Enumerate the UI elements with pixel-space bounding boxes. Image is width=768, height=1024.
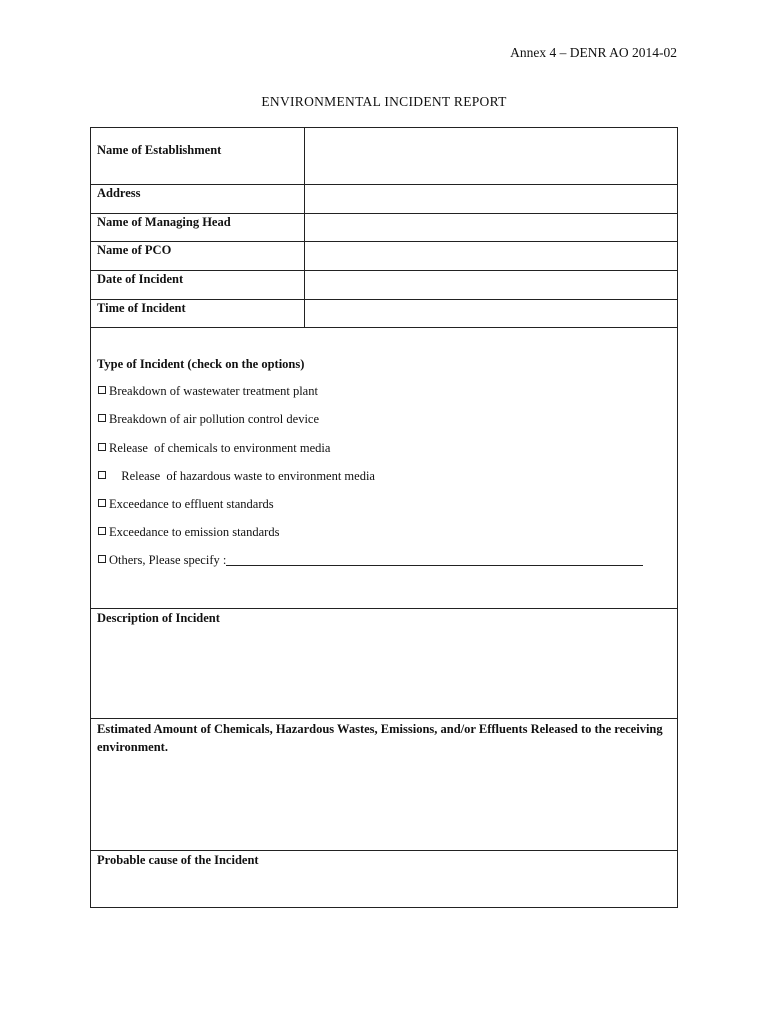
description-label: Description of Incident [97, 611, 220, 625]
checkbox[interactable] [98, 499, 106, 507]
field-row-pco [91, 242, 677, 271]
option-emission-exceedance[interactable]: Exceedance to emission standards [98, 525, 279, 540]
field-input-managing-head[interactable] [305, 214, 677, 241]
incident-type-section [91, 328, 677, 609]
probable-cause-section[interactable] [91, 851, 677, 907]
annex-reference: Annex 4 – DENR AO 2014-02 [510, 45, 677, 60]
field-label-time: Time of Incident [97, 301, 186, 315]
field-label-date: Date of Incident [97, 272, 184, 286]
estimated-amount-section[interactable] [91, 719, 677, 851]
field-row-date [91, 271, 677, 300]
field-label-establishment: Name of Establishment [97, 143, 222, 157]
field-row-managing-head [91, 214, 677, 242]
checkbox[interactable] [98, 443, 106, 451]
option-chemicals-release[interactable]: Release of chemicals to environment media [98, 441, 330, 456]
page-title: ENVIRONMENTAL INCIDENT REPORT [261, 94, 507, 109]
incident-type-title: Type of Incident (check on the options) [97, 357, 305, 371]
probable-cause-label: Probable cause of the Incident [97, 853, 259, 867]
field-input-date[interactable] [305, 271, 677, 299]
field-input-pco[interactable] [305, 242, 677, 270]
incident-report-form [90, 127, 678, 908]
option-air-pollution[interactable]: Breakdown of air pollution control device [98, 412, 319, 427]
description-section[interactable] [91, 609, 677, 719]
field-row-time [91, 300, 677, 328]
others-specify-input[interactable] [226, 553, 643, 566]
field-label-address: Address [97, 186, 141, 200]
checkbox[interactable] [98, 471, 106, 479]
checkbox[interactable] [98, 527, 106, 535]
field-label-pco: Name of PCO [97, 243, 172, 257]
option-hazardous-waste-release[interactable]: Release of hazardous waste to environment media [98, 469, 375, 484]
field-input-time[interactable] [305, 300, 677, 327]
option-effluent-exceedance[interactable]: Exceedance to effluent standards [98, 497, 274, 512]
checkbox[interactable] [98, 555, 106, 563]
field-input-address[interactable] [305, 185, 677, 213]
checkbox[interactable] [98, 386, 106, 394]
checkbox[interactable] [98, 414, 106, 422]
field-row-establishment [91, 128, 677, 185]
option-wastewater[interactable]: Breakdown of wastewater treatment plant [98, 384, 318, 399]
field-label-managing-head: Name of Managing Head [97, 215, 231, 229]
estimated-amount-label: Estimated Amount of Chemicals, Hazardous Wastes, Emissions, and/or Effluents Released to the receiving environment. [97, 722, 663, 754]
field-input-establishment[interactable] [305, 128, 677, 184]
field-row-address [91, 185, 677, 214]
option-others[interactable]: Others, Please specify : [98, 553, 643, 568]
